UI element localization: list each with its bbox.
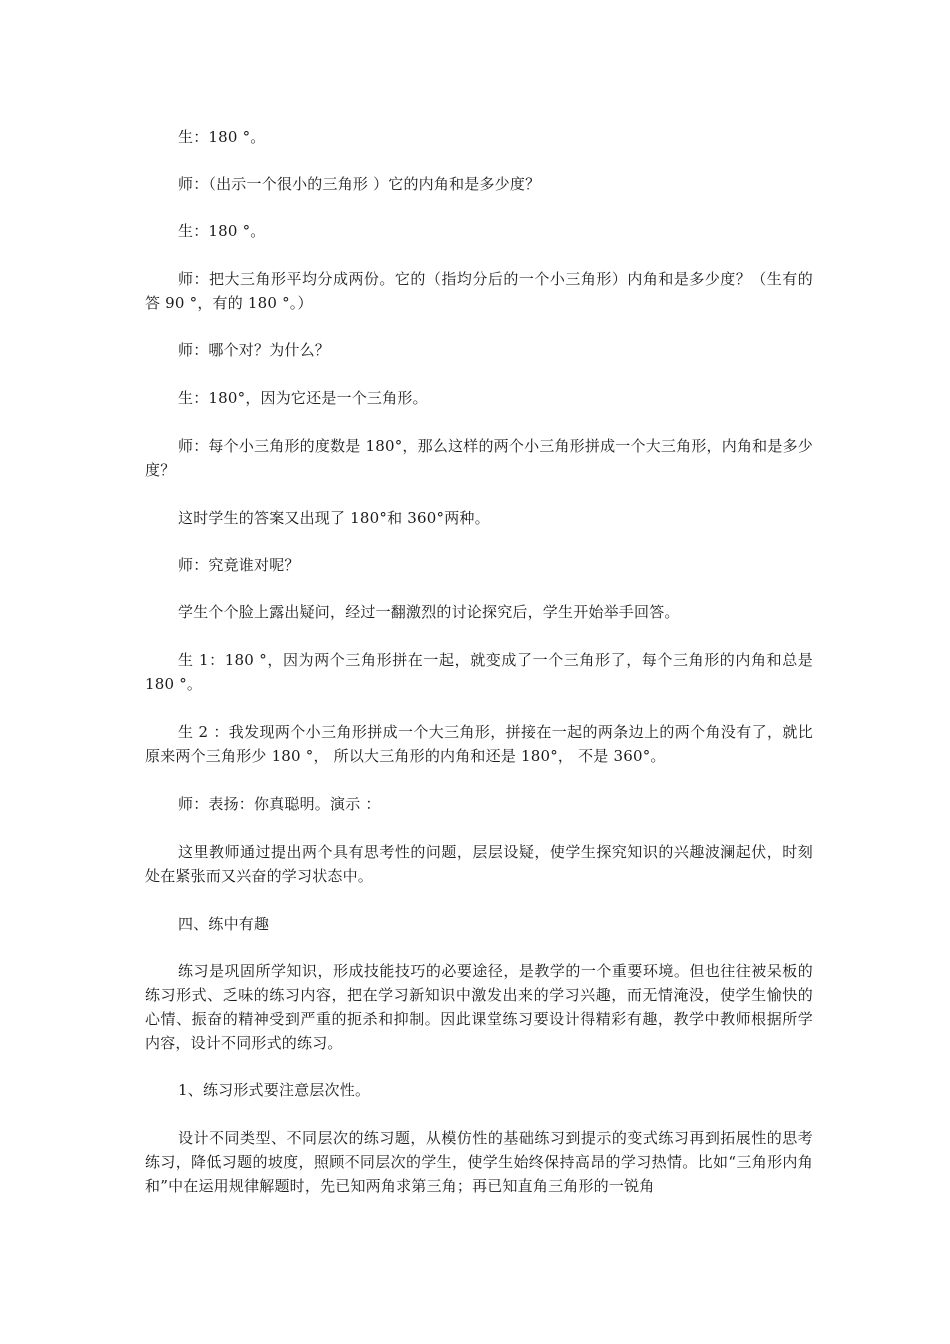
paragraph-11: 生 1：180 °，因为两个三角形拼在一起，就变成了一个三角形了，每个三角形的内角和总是 180 °。 — [145, 651, 813, 693]
paragraph-7: 师：每个小三角形的度数是 180°，那么这样的两个小三角形拼成一个大三角形，内角和是多少度？ — [145, 437, 813, 479]
paragraph-8: 这时学生的答案又出现了 180°和 360°两种。 — [178, 509, 490, 527]
paragraph-10: 学生个个脸上露出疑问，经过一翻激烈的讨论探究后，学生开始举手回答。 — [178, 603, 680, 621]
paragraph-14: 这里教师通过提出两个具有思考性的问题，层层设疑，使学生探究知识的兴趣波澜起伏，时刻处在紧张而又兴奋的学习状态中。 — [145, 843, 813, 885]
paragraph-1: 生：180 °。 — [178, 128, 266, 146]
paragraph-9: 师：究竟谁对呢？ — [178, 556, 300, 574]
paragraph-6: 生：180°，因为它还是一个三角形。 — [178, 389, 428, 407]
paragraph-4: 师：把大三角形平均分成两份。它的（指均分后的一个小三角形）内角和是多少度？（生有的答 90 °，有的 180 °。） — [145, 270, 813, 312]
section-heading: 四、练中有趣 — [178, 915, 270, 933]
paragraph-12: 生 2 ：我发现两个小三角形拼成一个大三角形，拼接在一起的两条边上的两个角没有了，就比原来两个三角形少 180 °， 所以大三角形的内角和还是 180°， 不是 360°。 — [145, 723, 813, 765]
subsection-heading: 1、练习形式要注意层次性。 — [178, 1081, 371, 1099]
paragraph-2: 师：（出示一个很小的三角形 ）它的内角和是多少度？ — [178, 175, 541, 193]
paragraph-5: 师：哪个对？为什么？ — [178, 341, 331, 359]
paragraph-18: 设计不同类型、不同层次的练习题，从模仿性的基础练习到提示的变式练习再到拓展性的思考练习，降低习题的坡度，照顾不同层次的学生，使学生始终保持高昂的学习热情。比如“三角形内角和”中在运用规律解题时，先已知两角求第三角；再已知直角三角形的一锐角 — [145, 1129, 813, 1195]
paragraph-3: 生：180 °。 — [178, 222, 266, 240]
paragraph-16: 练习是巩固所学知识，形成技能技巧的必要途径，是教学的一个重要环境。但也往往被呆板的练习形式、乏味的练习内容，把在学习新知识中激发出来的学习兴趣，而无情淹没，使学生愉快的心情、振奋的精神受到严重的扼杀和抑制。因此课堂练习要设计得精彩有趣，教学中教师根据所学内容，设计不同形式的练习。 — [145, 962, 813, 1052]
paragraph-13: 师：表扬：你真聪明。演示 ： — [178, 795, 381, 813]
